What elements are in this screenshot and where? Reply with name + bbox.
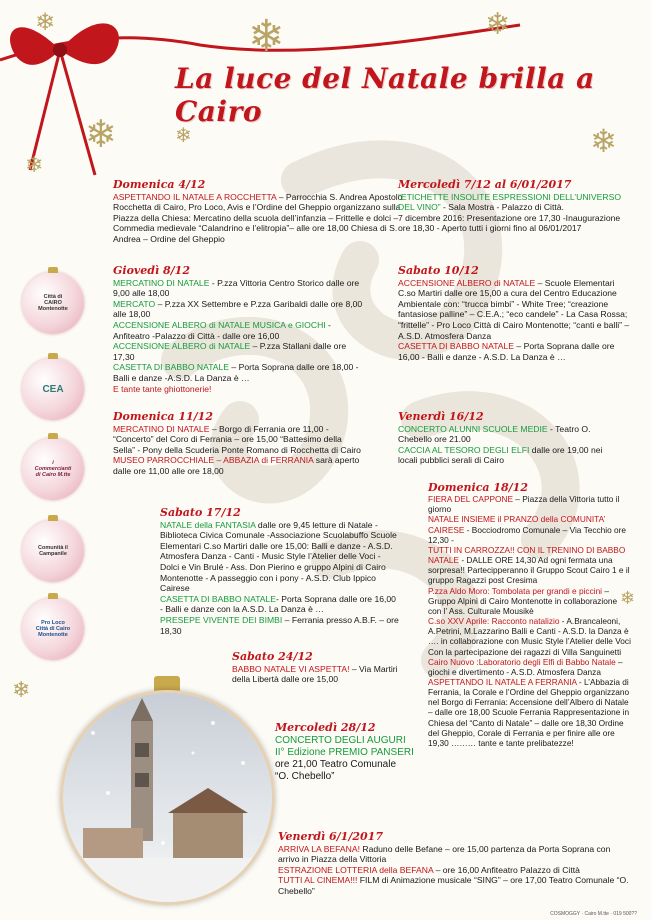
event-date: Venerdì 16/12 — [398, 410, 484, 423]
event-mercoledi-28-12 — [275, 722, 415, 783]
event-details: - Bocciodromo Comunale – Via Tecchio ore 12,30 - — [428, 524, 627, 545]
snowflake-icon: ❄ — [485, 7, 511, 42]
event-details: – Via Martiri della Libertà dalle ore 15,00 — [232, 663, 398, 685]
event-date: Mercoledì 7/12 al 6/01/2017 — [398, 178, 572, 191]
snowflake-icon: ❄ — [25, 153, 44, 178]
event-title: NATALE della FANTASIA — [160, 519, 256, 530]
snowflake-icon: ❄ — [12, 678, 31, 703]
event-details: – P.zza Stallani dalle ore 17,30 — [113, 341, 347, 362]
event-title: Cairo Nuovo :Laboratorio degli Elfi di Babbo Natale — [428, 656, 616, 667]
event-domenica-4-12 — [113, 180, 403, 245]
event-date: Mercoledì 28/12 — [275, 721, 376, 734]
snowflake-icon: ❄ — [35, 8, 56, 36]
ornament-logo-cea — [22, 358, 84, 420]
event-domenica-11-12 — [113, 412, 363, 477]
event-title: “ETICHETTE INSOLITE ESPRESSIONI DELL’UNIVERSO DEL VINO” — [398, 191, 622, 213]
bell-tower-illustration — [63, 693, 275, 905]
event-details: “frittelle” - Pro Loco Città di Cairo Montenotte; “canti e balli” – A.S.D. Atmosfera Danza — [398, 319, 630, 341]
event-details: - DALLE ORE 14,30 Ad ogni fermata una sorpresa!! Partecipperanno il Gruppo Scout Cairo 1 e il gruppo Ragazzi post Cresima — [428, 555, 630, 586]
event-sabato-17-12 — [160, 508, 400, 636]
event-date: Venerdì 6/1/2017 — [278, 830, 383, 843]
event-title: P.zza Aldo Moro: Tombolata per grandi e piccini — [428, 585, 603, 596]
event-title: ASPETTANDO IL NATALE A FERRANIA — [428, 676, 577, 687]
event-details: – Parrocchia S. Andrea Apostolo Rocchetta di Cairo, Pro Loco, Avis e l’Ordine del Gheppio organizzano sulla Piazza della Chiesa: Mercatino della scuola dell’infanzia – Frittelle e dolci – Commedia medievale “Calandrino e l’elitropia”– alle ore 18,00 Chiesa di S. Andrea – Ordine del Gheppio — [113, 191, 403, 244]
event-details: – Porta Soprana dalle ore 18,00 - Balli e danze -A.S.D. La Danza è … — [113, 362, 359, 383]
event-details: ore 21,00 Teatro Comunale — [275, 759, 397, 770]
ornament-logo-campanile — [22, 520, 84, 582]
event-title: CASETTA DI BABBO NATALE — [160, 593, 277, 604]
ornament-label: Pro Loco Città di Cairo Montenotte — [35, 619, 71, 639]
event-title: CACCIA AL TESORO DEGLI ELFI — [398, 444, 530, 455]
snowflake-icon: ❄ — [175, 123, 192, 147]
event-title: FIERA DEL CAPPONE — [428, 494, 513, 505]
event-details: - Sala Mostra - Palazzo di Città. — [440, 202, 564, 213]
ornament-logo-proloco — [22, 598, 84, 660]
event-title: CONCERTO ALUNNI SCUOLE MEDIE — [398, 423, 548, 434]
page-title: La luce del Natale brilla a Cairo — [175, 62, 595, 128]
snowflake-icon: ❄ — [590, 122, 617, 160]
event-title: TUTTI AL CINEMA!!! — [278, 875, 358, 886]
footer-credit: COSMOGGY · Cairo M.tte · 019 500?? — [550, 911, 637, 917]
event-venerdi-6-1-2017 — [278, 832, 633, 897]
event-title: C.so XXV Aprile: Racconto natalizio — [428, 616, 560, 627]
snowflake-icon: ❄ — [248, 11, 285, 62]
event-details: dalle ore 9,45 letture di Natale - Biblioteca Civica Comunale -Associazione Scuolabuffo Scuole Elementari C.so Martiri dalle ore 15,00: Balli e danze - A.S.D. Atmosfera Danza - Canti - Music Style l’Atelier delle Voci - Dolci e Vin Brulé - Ass. Don Pierino e gruppo Alpini di Cairo Montenotte - A passeggio con i pony - A.S.D. Club Ippico Cairese — [160, 519, 397, 594]
event-title: MERCATINO DI NATALE — [113, 277, 210, 288]
event-title: CONCERTO DEGLI AUGURI — [275, 735, 406, 746]
ornament-label: CEA — [42, 383, 64, 395]
event-venerdi-16-12 — [398, 412, 618, 466]
event-details: – Ferrania presso A.B.F. – ore 18,30 — [160, 614, 399, 636]
event-title: PRESEPE VIVENTE DEI BIMBI — [160, 614, 283, 625]
ornament-logo-cairo — [22, 272, 84, 334]
event-title: TUTTI IN CARROZZA!! CON IL TRENINO DI BABBO NATALE — [428, 544, 626, 566]
event-mercoledi-7-12 — [398, 180, 628, 234]
event-title: MERCATINO DI NATALE — [113, 423, 210, 434]
event-title: MUSEO PARROCCHIALE – ABBAZIA di FERRANIA — [113, 455, 314, 466]
event-details: - Anfiteatro -Palazzo di Città - dalle ore 16,00 — [113, 319, 331, 341]
event-details: – ore 16,00 Anfiteatro Palazzo di Città — [433, 864, 580, 875]
event-date: Sabato 24/12 — [232, 650, 313, 663]
event-title: CASETTA DI BABBO NATALE — [113, 362, 230, 373]
event-details: - Porta Soprana dalle ore 16,00 - Balli e danze con la A.S.D. La Danza è … — [160, 593, 396, 615]
event-date: Domenica 4/12 — [113, 178, 206, 191]
event-date: Giovedì 8/12 — [113, 264, 190, 277]
event-title: ESTRAZIONE LOTTERIA della BEFANA — [278, 864, 434, 875]
event-details: - P.zza Vittoria Centro Storico dalle ore 9,00 alle 18,00 — [113, 277, 360, 299]
event-note: E tante tante ghiottonerie! — [113, 383, 212, 394]
ornament-logo-commercianti — [22, 438, 84, 500]
snowflake-icon: ❄ — [620, 588, 636, 609]
event-details: – P.zza XX Settembre e P.zza Garibaldi dalle ore 8,00 alle 18,00 — [113, 298, 363, 320]
event-date: Domenica 11/12 — [113, 410, 213, 423]
event-title: ACCENSIONE ALBERO di NATALE MUSICA e GIOCHI — [113, 319, 326, 330]
event-title: NATALE INSIEME il PRANZO della COMUNITA’ CAIRESE — [428, 514, 606, 535]
event-title: MERCATO — [113, 298, 156, 309]
event-details: – Porta Soprana dalle ore 16,00 - Balli e danze - A.S.D. La Danza è … — [398, 341, 615, 362]
event-title: ACCENSIONE ALBERO di NATALE — [398, 277, 536, 288]
event-details: - L’Abbazia di Ferrania, la Corale e l’Ordine del Gheppio organizzano nel Borgo di Ferrania: Accensione dell’Albero di Natale – dalle ore 18,00 Scuole Ferrania Rappresentazione in Chiesa del “Canto di Natale” – dalle ore 18,30 Ordine del Gheppio, Corale di Ferrania e per finire alle ore 19,30 ……… tante e tante prelibatezze! — [428, 676, 630, 748]
event-sabato-10-12 — [398, 266, 630, 362]
event-title: ACCENSIONE ALBERO di NATALE — [113, 341, 251, 352]
snow-globe-photo — [60, 690, 275, 905]
event-details: – Gruppo Alpini di Cairo Montenotte in collaborazione con l’ Ass. Culturale Mousikè — [428, 585, 618, 616]
ornament-label: Comunità il Campanile — [38, 544, 68, 557]
event-title: ARRIVA LA BEFANA! — [278, 843, 360, 854]
event-sabato-24-12 — [232, 652, 402, 685]
event-subtitle: II° Edizione PREMIO PANSERI — [275, 747, 414, 758]
event-details: 7 dicembre 2016: Presentazione ore 17,30 -Inaugurazione ore 18,30 - Aperto tutti i giorni fino al 06/01/2017 — [398, 212, 621, 234]
event-date: Sabato 10/12 — [398, 264, 479, 277]
event-details: Raduno delle Befane – ore 15,00 partenza da Porta Soprana con arrivo in Piazza della Vittoria — [278, 843, 611, 865]
event-details: - Teatro O. Chebello ore 21.00 — [398, 423, 591, 445]
event-date: Domenica 18/12 — [428, 481, 528, 494]
event-title: CASETTA DI BABBO NATALE — [398, 341, 515, 352]
event-details: dalle ore 19,00 nei locali pubblici serali di Cairo — [398, 444, 603, 466]
event-details: – giochi e divertimento - A.S.D. Atmosfera Danza — [428, 656, 623, 677]
event-details: sarà aperto dalle ore 11,00 alle ore 18,00 — [113, 455, 360, 476]
event-venue: “O. Chebello” — [275, 771, 335, 782]
event-details: – Piazza della Vittoria tutto il giorno — [428, 494, 620, 515]
ornament-label: Città di CAIRO Montenotte — [38, 293, 68, 313]
event-giovedi-8-12 — [113, 266, 363, 394]
ornament-label: i Commercianti di Cairo M.tte — [34, 459, 72, 479]
event-details: - A.Brancaleoni, A.Petrini, M.Lazzarino Balli e Canti - A.S.D. la Danza è …. in collaborazione con Music Style l’Atelier delle Voci Con la partecipazione dei ragazzi di Villa Sanguinetti — [428, 616, 631, 657]
event-title: BABBO NATALE VI ASPETTA! — [232, 663, 350, 674]
event-details: – Borgo di Ferrania ore 11,00 - “Concerto” del Coro di Ferrania – ore 15,00 “Battesimo della Sella” - Pony della Scuderia Ponte Romano di Rocchetta di Cairo — [113, 423, 361, 455]
event-domenica-18-12 — [428, 483, 631, 748]
event-details: FILM di Animazione musicale “SING” – ore 17,00 Teatro Comunale “O. Chebello” — [278, 875, 629, 896]
event-details: – Scuole Elementari C.so Martiri dalle ore 15,00 a cura del Centro Educazione Ambientale con: “trucca bimbi” - White Tree; “creazione fantasiose palline” – C.E.A.; “eco candele” - La Casa Rossa; — [398, 277, 628, 320]
event-title: ASPETTANDO IL NATALE A ROCCHETTA — [113, 191, 277, 202]
event-date: Sabato 17/12 — [160, 506, 241, 519]
snowflake-icon: ❄ — [85, 112, 117, 156]
